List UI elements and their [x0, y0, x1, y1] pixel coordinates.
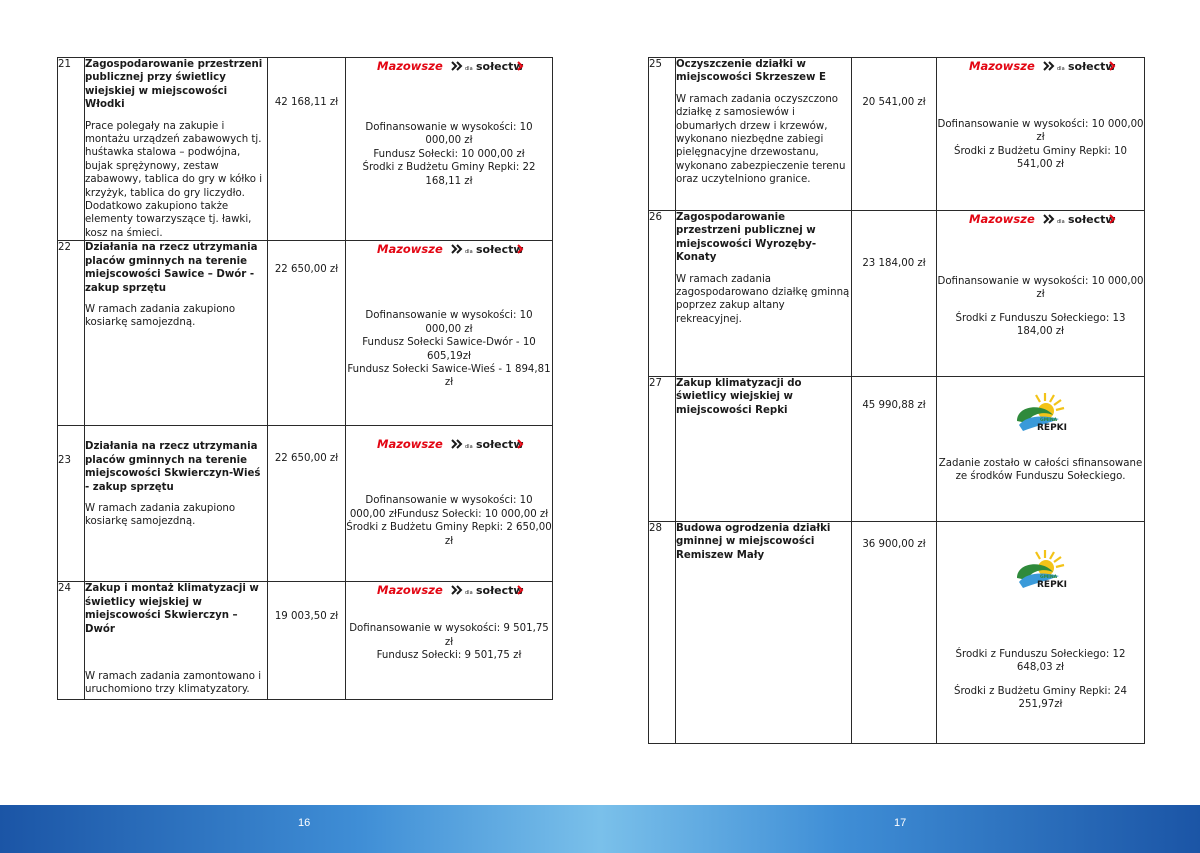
funding-text: [937, 275, 1144, 339]
row-description: W ramach zadania zagospodarowano działkę gminną poprzez zakup altany rekreacyjnej.: [676, 273, 850, 325]
logo-mazowsze-text: Mazowsze: [377, 242, 443, 257]
funding-line: Dofinansowanie w wysokości: 10 000,00 zł: [365, 122, 533, 147]
row-description-cell: [85, 426, 268, 582]
logo-solectw-text: sołectw: [1067, 213, 1116, 226]
mazowsze-dla-solectw-logo: [966, 58, 1116, 74]
gmina-repki-logo: [1013, 391, 1069, 435]
funding-line: Środki z Budżetu Gminy Repki: 22 168,11 zł: [362, 162, 536, 187]
row-amount: [268, 426, 346, 582]
logo-repki-text: REPKI: [1036, 580, 1067, 590]
row-number: [58, 426, 85, 582]
row-number: 25: [649, 58, 676, 211]
logo-dla-text: dla: [465, 444, 473, 451]
row-funding-cell: [346, 58, 553, 241]
row-amount: [852, 522, 937, 744]
table-row: [649, 377, 1145, 522]
logo-mazowsze-text: Mazowsze: [968, 212, 1035, 226]
table-row: [649, 211, 1145, 377]
table-row: [58, 426, 553, 582]
mazowsze-dla-solectw-logo: [966, 211, 1116, 227]
row-title: Oczyszczenie działki w miejscowości Skrzeszew E: [676, 59, 826, 84]
row-number: 26: [649, 211, 676, 377]
funding-line: Fundusz Sołecki: 10 000,00 zł: [373, 148, 525, 160]
row-funding-cell: [346, 582, 553, 700]
row-description-cell: [85, 58, 268, 241]
page-number-right: 17: [894, 817, 907, 829]
logo-mazowsze-text: Mazowsze: [377, 437, 443, 452]
table-row: [649, 522, 1145, 744]
logo-dla-text: dla: [465, 66, 473, 72]
funding-line: Fundusz Sołecki: 9 501,75 zł: [376, 650, 522, 662]
logo-dla-text: dla: [465, 249, 473, 256]
table-row: [649, 58, 1145, 211]
amount-text: 42 168,11 zł: [274, 97, 339, 108]
row-description-cell: [676, 377, 852, 522]
amount-text: 45 990,88 zł: [862, 400, 926, 411]
amount-text: 22 650,00 zł: [274, 453, 339, 465]
logo-gmina-text: GMINA: [1039, 575, 1057, 580]
logo-solectw-text: sołectw: [476, 584, 524, 598]
funding-line: Środki z Budżetu Gminy Repki: 10 541,00 zł: [954, 145, 1127, 171]
row-title: Zagospodarowanie przestrzeni publicznej w miejscowości Wyrozęby-Konaty: [676, 212, 817, 264]
row-funding-cell: [346, 426, 553, 582]
row-title: Zagospodarowanie przestrzeni publicznej przy świetlicy wiejskiej w miejscowości Włodki: [85, 59, 263, 111]
funding-line: Środki z Funduszu Sołeckiego: 13 184,00 zł: [955, 312, 1126, 338]
row-funding-cell: [937, 522, 1145, 744]
logo-solectw-text: sołectw: [476, 60, 524, 73]
row-number: 27: [649, 377, 676, 522]
logo-gmina-text: GMINA: [1039, 418, 1057, 423]
row-number: 28: [649, 522, 676, 744]
mazowsze-dla-solectw-logo: [374, 58, 524, 74]
gmina-repki-logo: [1013, 548, 1069, 592]
logo-dla-text: dla: [1056, 66, 1065, 72]
row-amount: [852, 211, 937, 377]
amount-text: 20 541,00 zł: [862, 97, 926, 108]
logo-solectw-text: sołectw: [1067, 60, 1116, 73]
row-number-text: 23: [58, 455, 71, 467]
row-description-cell: [676, 211, 852, 377]
funding-text: [937, 457, 1144, 484]
logo-dla-text: dla: [465, 590, 473, 597]
logo-dla-text: dla: [1056, 219, 1065, 225]
row-funding-cell: [937, 377, 1145, 522]
amount-text: 19 003,50 zł: [274, 611, 339, 623]
funding-line: Środki z Funduszu Sołeckiego: 12 648,03 zł: [955, 649, 1126, 674]
row-description: W ramach zadania zakupiono kosiarkę samojezdną.: [85, 502, 236, 528]
row-number: 22: [58, 241, 85, 426]
table-row: [58, 58, 553, 241]
logo-solectw-text: sołectw: [476, 243, 524, 257]
row-amount: [852, 58, 937, 211]
row-description-cell: [676, 58, 852, 211]
row-description: W ramach zadania zamontowano i uruchomiono trzy klimatyzatory.: [85, 670, 262, 696]
row-title: Zakup i montaż klimatyzacji w świetlicy wiejskiej w miejscowości Skwierczyn – Dwór: [85, 583, 259, 635]
mazowsze-dla-solectw-logo: [374, 582, 524, 598]
row-description-cell: [85, 582, 268, 700]
projects-table-right: [648, 57, 1145, 744]
funding-line: Fundusz Sołecki Sawice-Dwór - 10 605,19zł: [362, 337, 536, 362]
funding-line: Dofinansowanie w wysokości: 10 000,00 zł: [937, 119, 1144, 144]
row-description: W ramach zadania zakupiono kosiarkę samojezdną.: [85, 303, 236, 329]
logo-solectw-text: sołectw: [476, 438, 524, 452]
row-title: Działania na rzecz utrzymania placów gminnych na terenie miejscowości Sawice – Dwór - zakup sprzętu: [85, 242, 258, 294]
funding-line: Dofinansowanie w wysokości: 9 501,75 zł: [349, 623, 549, 648]
logo-mazowsze-text: Mazowsze: [968, 59, 1035, 73]
row-amount: [852, 377, 937, 522]
table-row: [58, 241, 553, 426]
row-title: Zakup klimatyzacji do świetlicy wiejskiej w miejscowości Repki: [676, 378, 802, 416]
funding-text: [346, 309, 552, 389]
logo-mazowsze-text: Mazowsze: [377, 59, 443, 73]
row-funding-cell: [937, 58, 1145, 211]
row-description: Prace polegały na zakupie i montażu urządzeń zabawowych tj. huśtawka stalowa – podwójna, bujak sprężynowy, zestaw zabawowy, tablica do gry w kółko i krzyżyk, tablica do gry liczydło. Dodatkowo zakupiono także elementy towarzyszące tj. ławki, kosz na śmieci.: [85, 120, 263, 239]
mazowsze-dla-solectw-logo: [374, 436, 524, 452]
funding-line: Zadanie zostało w całości sfinansowane ze środków Funduszu Sołeckiego.: [938, 458, 1143, 483]
funding-line: Środki z Budżetu Gminy Repki: 24 251,97zł: [954, 685, 1127, 711]
row-funding-cell: [346, 241, 553, 426]
row-amount: [268, 241, 346, 426]
funding-line: Dofinansowanie w wysokości: 10 000,00 zł: [937, 276, 1144, 301]
row-description-cell: [85, 241, 268, 426]
row-description: W ramach zadania oczyszczono działkę z samosiewów i obumarłych drzew i krzewów, wykonano niezbędne zabiegi pielęgnacyjne drzewostanu, wykonano zabezpieczenie terenu oraz uczytelniono granice.: [676, 93, 846, 186]
funding-line: Środki z Budżetu Gminy Repki: 2 650,00 zł: [346, 522, 552, 547]
footer-band: [0, 805, 1200, 853]
row-number: 24: [58, 582, 85, 700]
row-amount: [268, 582, 346, 700]
funding-text: [346, 121, 552, 188]
row-amount: [268, 58, 346, 241]
logo-repki-text: REPKI: [1036, 423, 1067, 433]
right-page: [600, 0, 1200, 853]
mazowsze-dla-solectw-logo: [374, 241, 524, 257]
row-title: Działania na rzecz utrzymania placów gminnych na terenie miejscowości Skwierczyn-Wieś - zakup sprzętu: [85, 441, 261, 493]
table-row: [58, 582, 553, 700]
row-title: Budowa ogrodzenia działki gminnej w miejscowości Remiszew Mały: [676, 523, 831, 561]
projects-table-left: [57, 57, 553, 700]
row-number: 21: [58, 58, 85, 241]
funding-line: Dofinansowanie w wysokości: 10 000,00 zł: [365, 310, 533, 335]
row-funding-cell: [937, 211, 1145, 377]
funding-text: [937, 118, 1144, 172]
funding-line: Fundusz Sołecki Sawice-Wieś - 1 894,81 zł: [347, 363, 551, 389]
amount-text: 22 650,00 zł: [274, 264, 339, 276]
funding-text: [346, 622, 552, 662]
page-number-left: 16: [298, 817, 311, 829]
funding-text: [346, 494, 552, 548]
amount-text: 36 900,00 zł: [862, 539, 926, 550]
logo-mazowsze-text: Mazowsze: [377, 583, 443, 598]
row-description-cell: [676, 522, 852, 744]
funding-text: [937, 648, 1144, 712]
funding-line: Dofinansowanie w wysokości: 10 000,00 złFundusz Sołecki: 10 000,00 zł: [349, 495, 549, 520]
amount-text: 23 184,00 zł: [862, 258, 926, 269]
